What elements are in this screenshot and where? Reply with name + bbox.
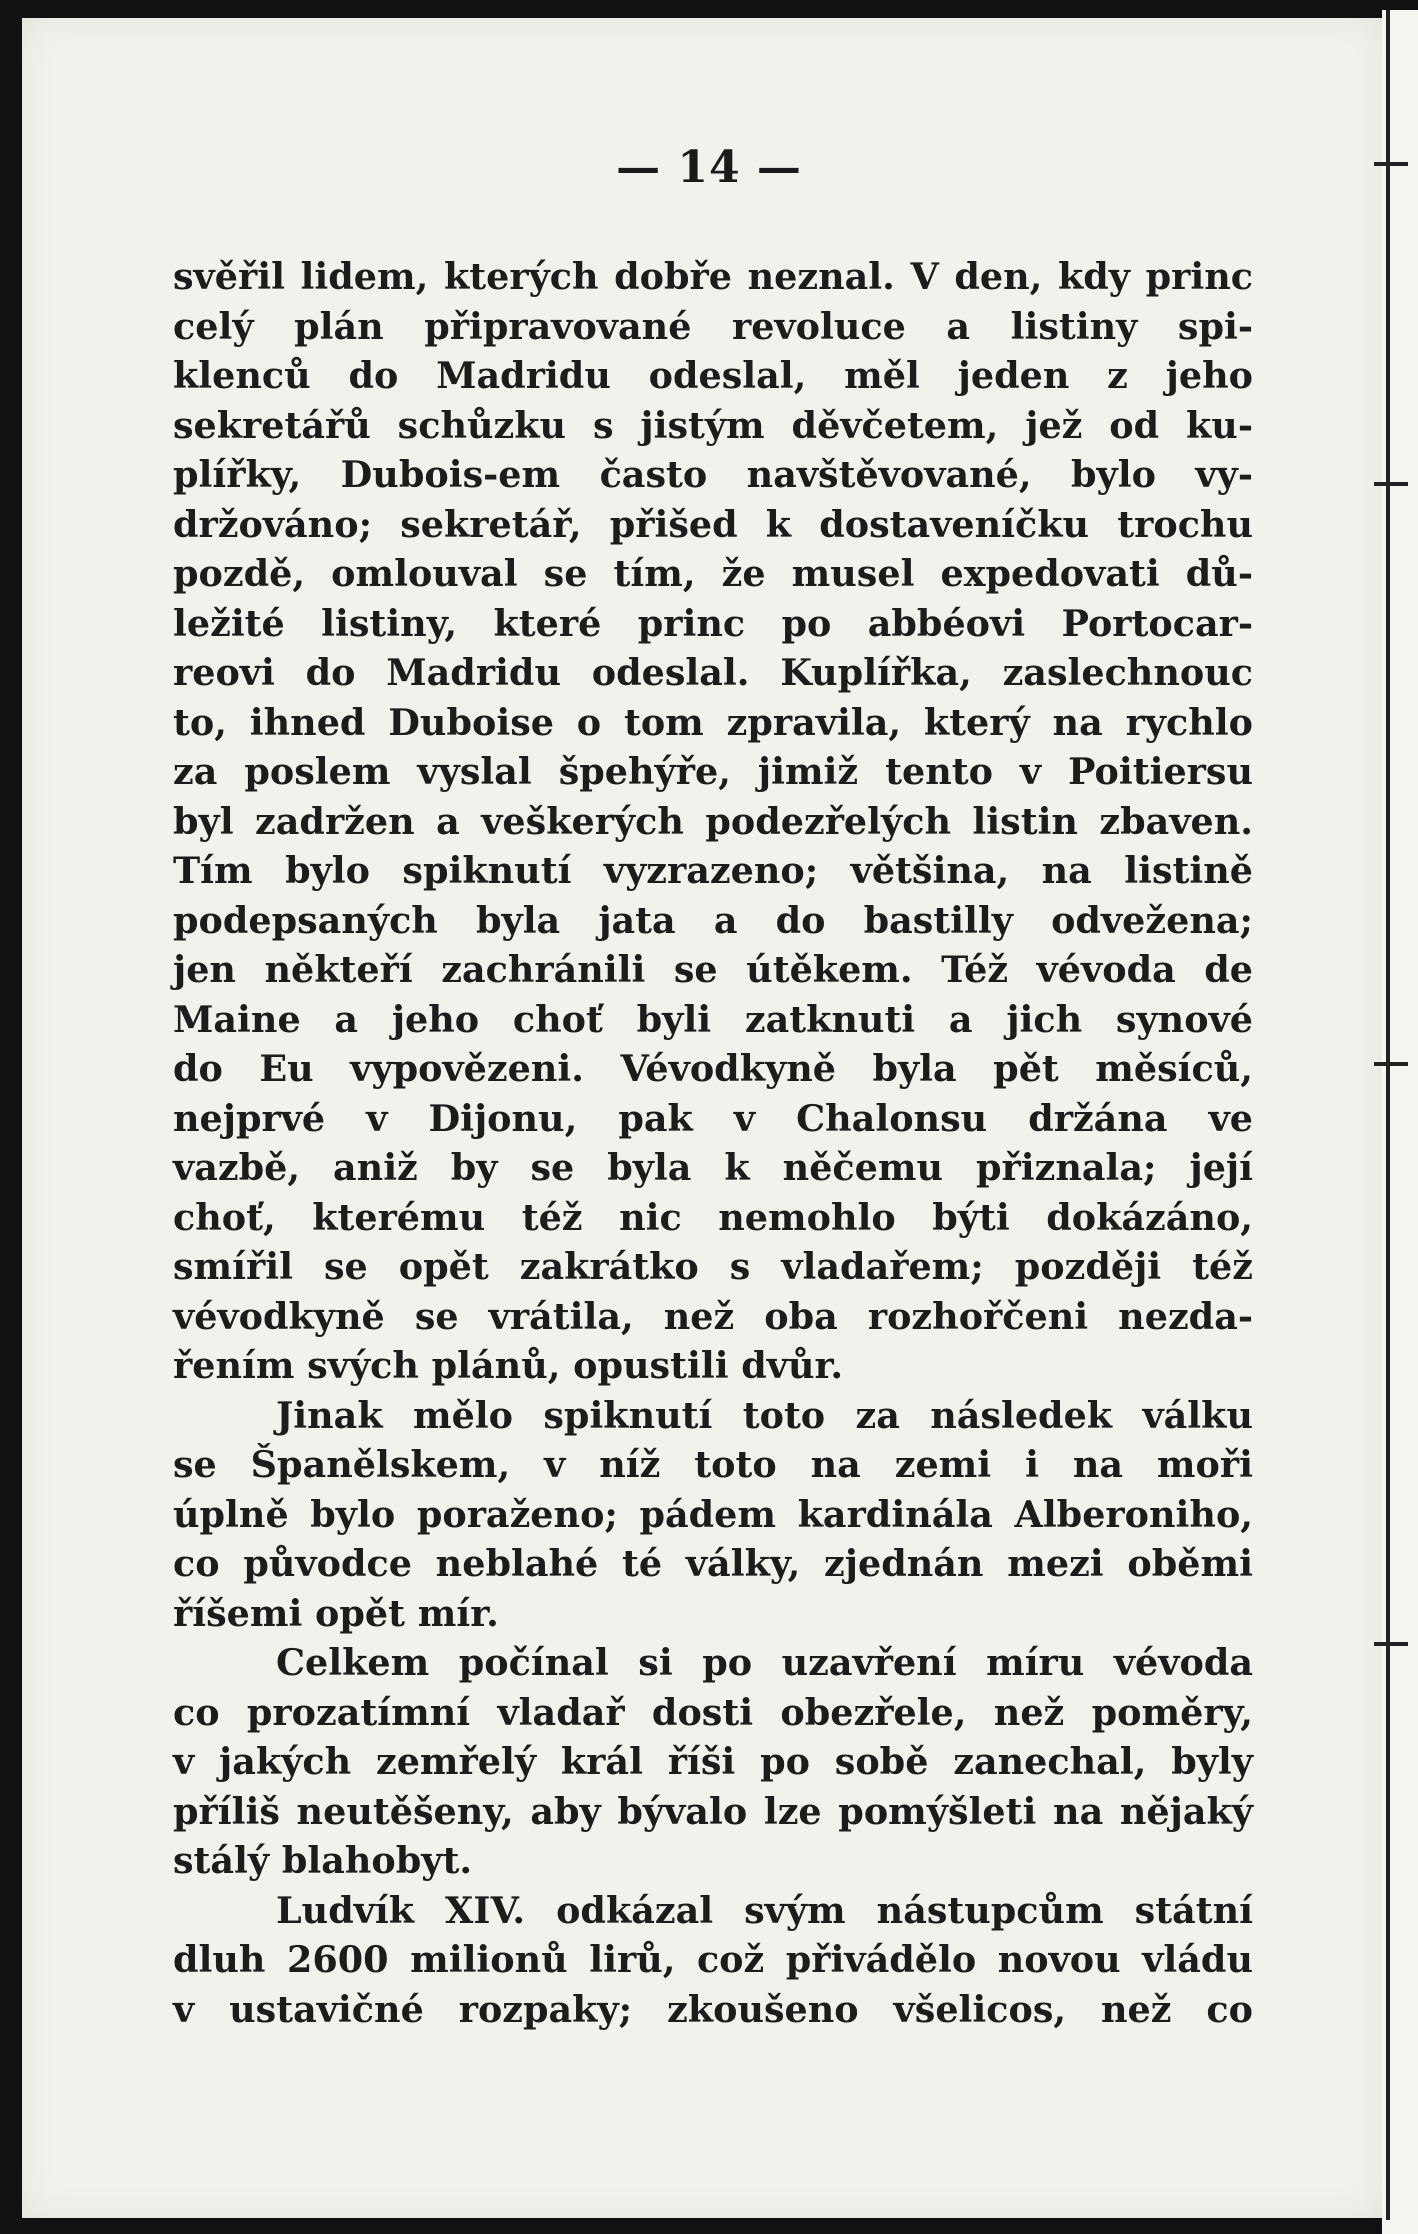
paragraph-end-line: říšemi opět mír. bbox=[173, 1591, 499, 1635]
text-line: dluh 2600 milionů lirů, což přivádělo novou vládu bbox=[173, 1938, 1253, 1981]
text-line: Tím bylo spiknutí vyzrazeno; většina, na listině bbox=[173, 849, 1253, 892]
text-line: Maine a jeho choť byli zatknuti a jich synové bbox=[173, 997, 1253, 1041]
text-line: vazbě, aniž by se byla k něčemu přiznala; její bbox=[173, 1146, 1253, 1189]
paragraph-start-line: Ludvík XIV. odkázal svým nástupcům státní bbox=[276, 1888, 1253, 1932]
text-line: vévodkyně se vrátila, než oba rozhořčeni nezda- bbox=[173, 1294, 1253, 1338]
edge-tick bbox=[1374, 482, 1408, 486]
text-line: v jakých zemřelý král říši po sobě zanechal, byly bbox=[173, 1740, 1253, 1783]
text-line: celý plán připravované revoluce a listiny spi- bbox=[173, 304, 1253, 348]
paragraph-start-line: Celkem počínal si po uzavření míru vévoda bbox=[276, 1641, 1253, 1684]
text-line: pozdě, omlouval se tím, že musel expedovati dů- bbox=[173, 552, 1253, 595]
paragraph-end-line: stálý blahobyt. bbox=[173, 1839, 473, 1882]
text-line: příliš neutěšeny, aby bývalo lze pomýšleti na nějaký bbox=[173, 1789, 1253, 1833]
text-line: klenců do Madridu odeslal, měl jeden z jeho bbox=[173, 354, 1253, 397]
text-line: co původce neblahé té války, zjednán mezi oběmi bbox=[173, 1542, 1253, 1585]
text-line: smířil se opět zakrátko s vladařem; později též bbox=[173, 1245, 1253, 1288]
text-line: co prozatímní vladař dosti obezřele, než poměry, bbox=[173, 1690, 1253, 1734]
text-line: sekretářů schůzku s jistým děvčetem, jež od ku- bbox=[173, 403, 1253, 447]
text-line: podepsaných byla jata a do bastilly odvežena; bbox=[173, 898, 1253, 942]
binding-edge-line bbox=[1386, 10, 1390, 2220]
text-line: reovi do Madridu odeslal. Kuplířka, zaslechnouc bbox=[173, 651, 1253, 694]
text-line: nejprvé v Dijonu, pak v Chalonsu držána ve bbox=[173, 1096, 1253, 1140]
text-line: jen někteří zachránili se útěkem. Též vévoda de bbox=[173, 948, 1253, 991]
paragraph-end-line: řením svých plánů, opustili dvůr. bbox=[173, 1344, 844, 1387]
edge-tick bbox=[1374, 1642, 1408, 1646]
text-line: se Španělskem, v níž toto na zemi i na moři bbox=[173, 1443, 1253, 1486]
text-line: za poslem vyslal špehýře, jimiž tento v Poitiersu bbox=[173, 750, 1253, 793]
paragraph-start-line: Jinak mělo spiknutí toto za následek válku bbox=[276, 1393, 1253, 1437]
text-line: úplně bylo poraženo; pádem kardinála Alberoniho, bbox=[173, 1492, 1253, 1536]
text-line: choť, kterému též nic nemohlo býti dokázáno, bbox=[173, 1195, 1253, 1239]
text-line: plířky, Dubois-em často navštěvované, bylo vy- bbox=[173, 453, 1253, 496]
text-line: byl zadržen a veškerých podezřelých listin zbaven. bbox=[173, 799, 1253, 843]
body-text bbox=[173, 252, 1253, 2034]
text-line: v ustavičné rozpaky; zkoušeno všelicos, než co bbox=[173, 1987, 1253, 2031]
text-line: to, ihned Duboise o tom zpravila, který na rychlo bbox=[173, 700, 1253, 744]
text-line: svěřil lidem, kterých dobře neznal. V den, kdy princ bbox=[173, 255, 1253, 298]
edge-tick bbox=[1374, 1062, 1408, 1066]
text-line: držováno; sekretář, přišed k dostaveníčku trochu bbox=[173, 502, 1253, 546]
text-line: do Eu vypovězeni. Vévodkyně byla pět měsíců, bbox=[173, 1047, 1253, 1090]
page-number: — 14 — bbox=[616, 142, 802, 193]
text-line: ležité listiny, které princ po abbéovi Portocar- bbox=[173, 601, 1253, 645]
